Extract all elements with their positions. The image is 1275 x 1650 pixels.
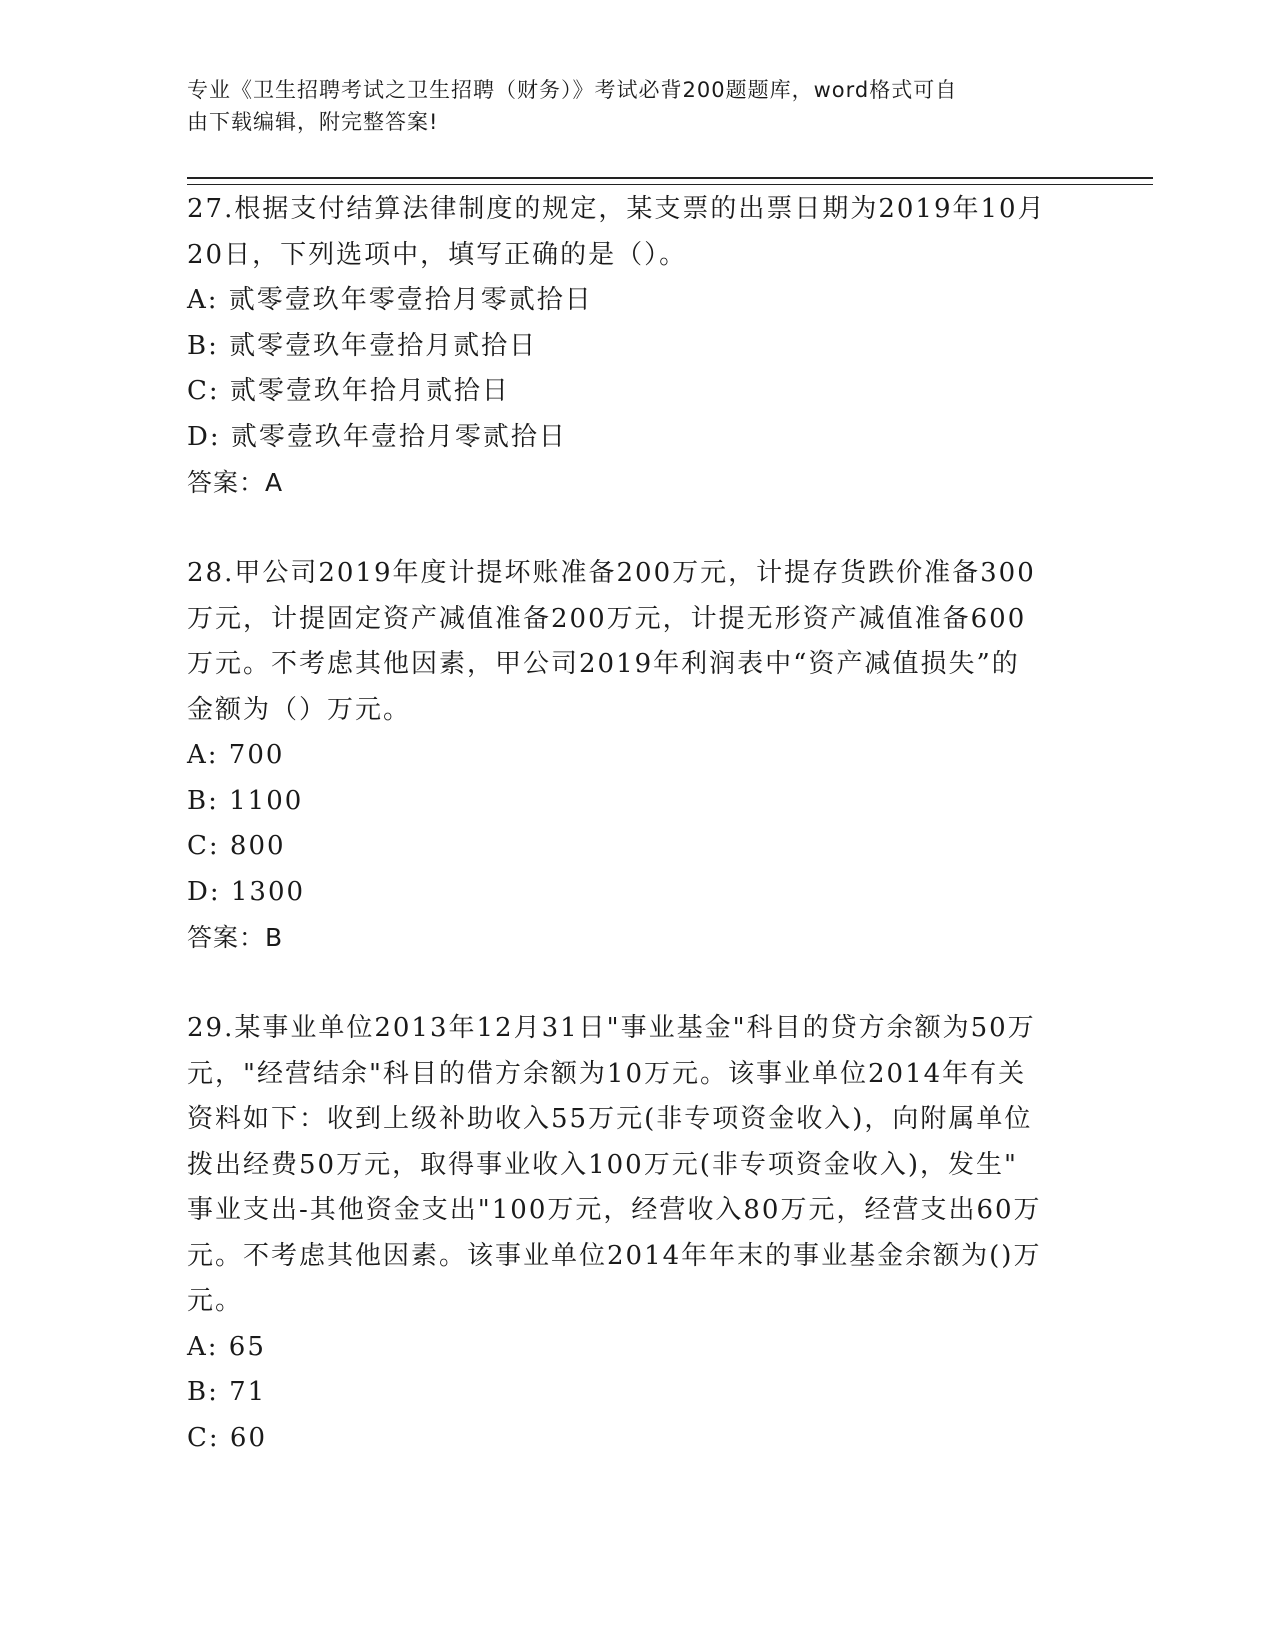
question-text-line: 20日，下列选项中，填写正确的是（）。 — [187, 239, 688, 270]
question-text-line: 元。不考虑其他因素。该事业单位2014年年末的事业基金余额为()万 — [187, 1240, 1042, 1271]
option-c: C: 贰零壹玖年拾月贰拾日 — [187, 376, 510, 406]
question-text-line: 事业支出-其他资金支出"100万元，经营收入80万元，经营支出60万 — [187, 1195, 1042, 1225]
question-28 — [187, 551, 1087, 961]
option-a: A: 700 — [187, 740, 285, 770]
option-b: B: 1100 — [187, 785, 304, 816]
option-b: B: 贰零壹玖年壹拾月贰拾日 — [187, 330, 538, 361]
question-text-line: 资料如下：收到上级补助收入55万元(非专项资金收入)，向附属单位 — [187, 1104, 1033, 1134]
question-text-line: 29.某事业单位2013年12月31日"事业基金"科目的贷方余额为50万 — [187, 1013, 1036, 1043]
spacer — [187, 961, 1087, 1007]
option-a: A: 贰零壹玖年零壹拾月零贰拾日 — [187, 285, 593, 315]
question-29 — [187, 1006, 1087, 1461]
option-d: D: 1300 — [187, 876, 306, 907]
document-header — [187, 74, 1067, 138]
header-line-2: 由下载编辑，附完整答案! — [187, 110, 439, 134]
option-a: A: 65 — [187, 1331, 266, 1362]
question-27 — [187, 187, 1087, 506]
question-text-line: 元，"经营结余"科目的借方余额为10万元。该事业单位2014年有关 — [187, 1058, 1027, 1089]
option-c: C: 60 — [187, 1422, 268, 1453]
question-text-line: 元。 — [187, 1286, 244, 1316]
answer: 答案：B — [187, 923, 284, 952]
question-text-line: 拨出经费50万元，取得事业收入100万元(非专项资金收入)，发生" — [187, 1149, 1018, 1180]
header-line-1: 专业《卫生招聘考试之卫生招聘（财务）》考试必背200题题库，word格式可自 — [187, 78, 958, 102]
spacer — [187, 506, 1087, 552]
option-c: C: 800 — [187, 831, 286, 861]
question-text-line: 金额为（）万元。 — [187, 694, 412, 725]
question-text-line: 28.甲公司2019年度计提坏账准备200万元，计提存货跌价准备300 — [187, 558, 1036, 588]
header-divider — [187, 177, 1153, 185]
question-list — [187, 187, 1087, 1461]
option-d: D: 贰零壹玖年壹拾月零贰拾日 — [187, 421, 567, 452]
question-text-line: 万元。不考虑其他因素，甲公司2019年利润表中“资产减值损失”的 — [187, 649, 1020, 679]
question-text-line: 27.根据支付结算法律制度的规定，某支票的出票日期为2019年10月 — [187, 194, 1046, 224]
answer: 答案：A — [187, 468, 284, 497]
question-text-line: 万元，计提固定资产减值准备200万元，计提无形资产减值准备600 — [187, 603, 1027, 634]
option-b: B: 71 — [187, 1377, 267, 1407]
